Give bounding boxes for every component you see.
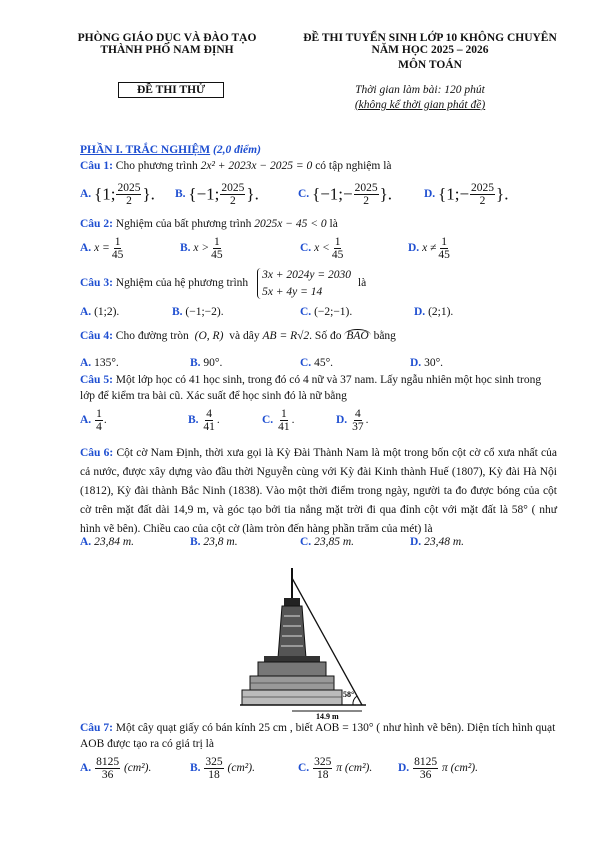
q5-option-b[interactable]: B. $\frac{4}{41}$ . xyxy=(188,408,220,434)
flag-tower-figure xyxy=(240,560,370,720)
question-7: Câu 7: Một cây quạt giấy có bán kính 25 cm , biết AOB = 130° ( như hình vẽ bên). Diện tích hình quạt AOB được tạo ra có giá trị là xyxy=(80,722,556,750)
q7-option-a[interactable]: A. $\frac{8125}{36}$ (cm²). xyxy=(80,756,152,782)
angle-label: 58° xyxy=(343,690,355,699)
q2-option-c[interactable]: C. x < $\frac{1}{45}$ xyxy=(300,236,344,262)
q2-options xyxy=(80,234,560,264)
q6-option-c[interactable]: C. 23,85 m. xyxy=(300,536,354,548)
q3-option-b[interactable]: B. (−1;−2). xyxy=(172,306,224,318)
q2-option-b[interactable]: B. x > $\frac{1}{45}$ xyxy=(180,236,223,262)
base-label: 14.9 m xyxy=(316,712,339,720)
q1-option-a[interactable]: A. {1; $\frac{2025}{2}$ }. xyxy=(80,182,155,208)
q1-option-b[interactable]: B. {−1; $\frac{2025}{2}$ }. xyxy=(175,182,259,208)
question-1: Câu 1: Cho phương trình 2x² + 2023x − 2025 = 0 có tập nghiệm là xyxy=(80,160,392,172)
q3-option-d[interactable]: D. (2;1). xyxy=(414,306,454,318)
question-4: Câu 4: Cho đường tròn (O, R) và dây AB = R√2. Số đo BAO bằng xyxy=(80,330,396,342)
equation-system: 3x + 2024y = 2030 5x + 4y = 14 xyxy=(257,268,351,299)
q1-option-d[interactable]: D. {1;− $\frac{2025}{2}$ }. xyxy=(424,182,509,208)
question-2: Câu 2: Nghiệm của bất phương trình 2025x − 45 < 0 là xyxy=(80,218,338,230)
q4-option-b[interactable]: B. 90°. xyxy=(190,357,223,369)
tower-base-3 xyxy=(242,690,342,705)
q1-option-c[interactable]: C. {−1;− $\frac{2025}{2}$ }. xyxy=(298,182,393,208)
exam-title: ĐỀ THI TUYỂN SINH LỚP 10 KHÔNG CHUYÊN NĂM HỌC 2025 – 2026 MÔN TOÁN xyxy=(303,32,557,71)
q1-options xyxy=(80,178,560,212)
q2-option-d[interactable]: D. x ≠ $\frac{1}{45}$ xyxy=(408,236,450,262)
q4-options xyxy=(80,357,560,373)
tower-base-1 xyxy=(258,662,326,676)
tower-balcony xyxy=(264,656,320,662)
q7-option-d[interactable]: D. $\frac{8125}{36}$ π (cm²). xyxy=(398,756,478,782)
q4-option-d[interactable]: D. 30°. xyxy=(410,357,444,369)
section-title: PHẦN I. TRẮC NGHIỆM (2,0 điểm) xyxy=(80,144,261,156)
tower-upper xyxy=(278,606,306,658)
q6-option-b[interactable]: B. 23,8 m. xyxy=(190,536,238,548)
q5-option-a[interactable]: A. $\frac{1}{4}$ . xyxy=(80,408,107,434)
q7-option-b[interactable]: B. $\frac{325}{18}$ (cm²). xyxy=(190,756,255,782)
q4-option-c[interactable]: C. 45°. xyxy=(300,357,334,369)
q4-option-a[interactable]: A. 135°. xyxy=(80,357,119,369)
q7-option-c[interactable]: C. $\frac{325}{18}$ π (cm²). xyxy=(298,756,373,782)
q5-option-c[interactable]: C. $\frac{1}{41}$ . xyxy=(262,408,295,434)
q5-options xyxy=(80,408,560,440)
tower-top xyxy=(284,598,300,606)
question-6: Câu 6: Cột cờ Nam Định, thời xưa gọi là Kỳ Đài Thành Nam là một trong bốn cột cờ cổ xưa nhất của cả nước, được xây dựng vào đầu thời Nguyễn cùng với Kỳ đài Kinh thành Huế (1807), Kỳ đài Hà Nội (1812), Kỳ đài thành Bắc Ninh (1838). Vào một thời điểm trong ngày, người ta đo được bóng của cột cờ trên mặt đất dài 14,9 m, và góc tạo bởi tia nắng mặt trời đi qua đỉnh cột với mặt đất là 58° ( như hình vẽ bên). Chiều cao của cột cờ (làm tròn đến hàng phần trăm của mét) là xyxy=(80,447,558,535)
time-info: Thời gian làm bài: 120 phút (không kể thời gian phát đề) xyxy=(354,84,486,111)
q5-option-d[interactable]: D. $\frac{4}{37}$ . xyxy=(336,408,369,434)
q3-option-c[interactable]: C. (−2;−1). xyxy=(300,306,353,318)
question-5: Câu 5: Một lớp học có 41 học sinh, trong đó có 4 nữ và 37 nam. Lấy ngẫu nhiên một học sinh trong lớp để kiểm tra bài cũ. Xác suất để học sinh đó là nữ bằng xyxy=(80,374,542,402)
mock-exam-badge: ĐỀ THI THỬ xyxy=(118,82,224,98)
q3-options xyxy=(80,306,560,322)
q6-option-a[interactable]: A. 23,84 m. xyxy=(80,536,134,548)
q6-options xyxy=(80,536,560,552)
q7-options xyxy=(80,756,560,788)
q3-option-a[interactable]: A. (1;2). xyxy=(80,306,120,318)
question-3: Câu 3: Nghiệm của hệ phương trình 3x + 2024y = 2030 5x + 4y = 14 là xyxy=(80,269,367,298)
dept-name: PHÒNG GIÁO DỤC VÀ ĐÀO TẠO THÀNH PHỐ NAM ĐỊNH xyxy=(77,32,257,56)
q2-option-a[interactable]: A. x = $\frac{1}{45}$ xyxy=(80,236,124,262)
q6-option-d[interactable]: D. 23,48 m. xyxy=(410,536,464,548)
